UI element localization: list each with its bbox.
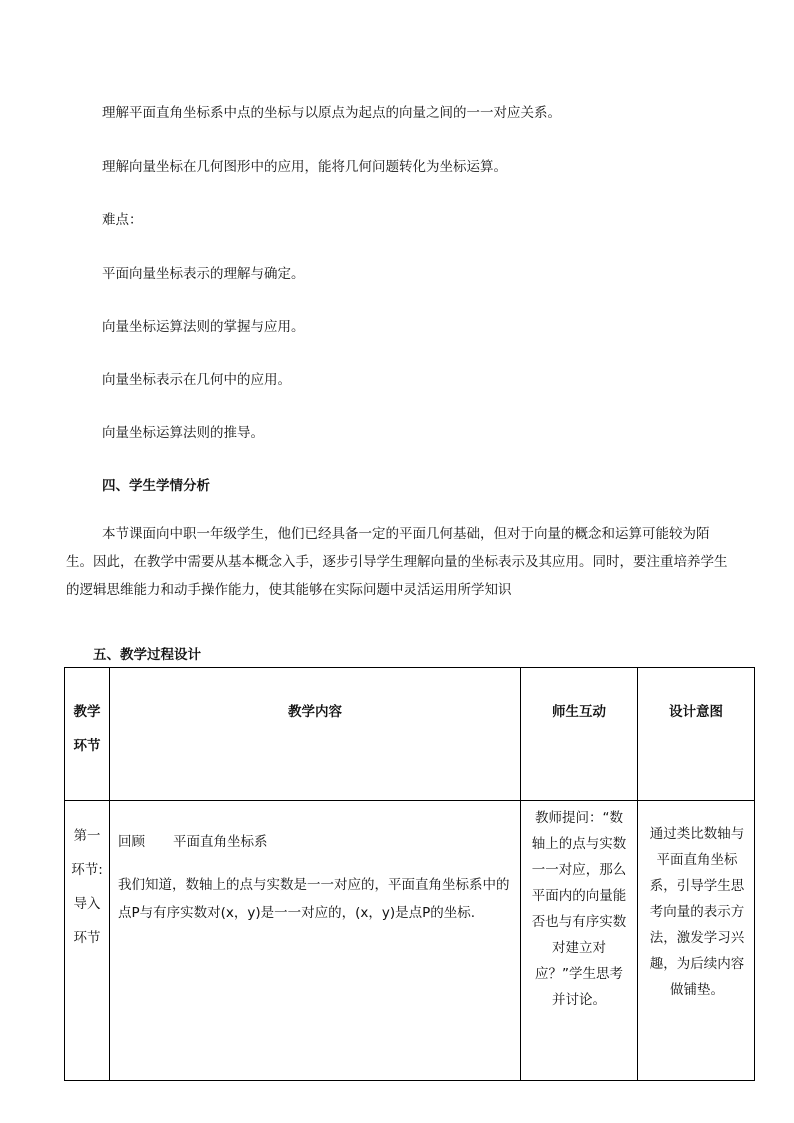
text-line-geometry-application: 理解向量坐标在几何图形中的应用，能将几何问题转化为坐标运算。 [102, 159, 507, 175]
difficulty-item-3: 向量坐标表示在几何中的应用。 [102, 372, 291, 388]
difficulty-item-1: 平面向量坐标表示的理解与确定。 [102, 266, 305, 282]
table-header-row [65, 668, 755, 801]
header-stage-line-1: 教学 [73, 704, 101, 720]
intent-cell: 通过类比数轴与平面直角坐标系，引导学生思考向量的表示方法，激发学习兴趣，为后续内容做铺垫。 [638, 801, 755, 1081]
interaction-cell: 教师提问：“数轴上的点与实数一一对应，那么平面内的向量能否也与有序实数对建立对应？”学生思考并讨论。 [521, 801, 638, 1081]
content-body: 我们知道，数轴上的点与实数是一一对应的，平面直角坐标系中的点P与有序实数对(x，y)是一一对应的，(x，y)是点P的坐标. [118, 877, 510, 921]
section-4-heading: 四、学生学情分析 [102, 478, 210, 494]
teaching-process-table [64, 667, 755, 1081]
difficulty-item-2: 向量坐标运算法则的掌握与应用。 [102, 319, 305, 335]
header-stage [65, 668, 110, 801]
table-row [65, 801, 755, 1081]
content-title-topic: 平面直角坐标系 [173, 834, 268, 850]
content-title-review: 回顾 [118, 834, 145, 850]
header-intent: 设计意图 [638, 668, 755, 801]
stage-line: 环节: [71, 862, 103, 878]
stage-line: 环节 [73, 930, 101, 946]
text-line-coordinate-correspondence: 理解平面直角坐标系中点的坐标与以原点为起点的向量之间的一一对应关系。 [102, 105, 561, 121]
header-interaction: 师生互动 [521, 668, 638, 801]
difficulty-item-4: 向量坐标运算法则的推导。 [102, 425, 264, 441]
header-content: 教学内容 [110, 668, 521, 801]
content-title [118, 828, 514, 856]
stage-line: 第一 [73, 828, 101, 844]
content-cell [110, 801, 521, 1081]
student-analysis-paragraph: 本节课面向中职一年级学生，他们已经具备一定的平面几何基础，但对于向量的概念和运算可能较为陌生。因此，在教学中需要从基本概念入手，逐步引导学生理解向量的坐标表示及其应用。同时，要注重培养学生的逻辑思维能力和动手操作能力，使其能够在实际问题中灵活运用所学知识 [66, 526, 728, 598]
section-5-heading: 五、教学过程设计 [93, 647, 201, 663]
stage-line: 导入 [73, 896, 101, 912]
header-stage-line-2: 环节 [73, 738, 101, 754]
stage-cell [65, 801, 110, 1081]
difficulty-label: 难点： [102, 212, 143, 228]
